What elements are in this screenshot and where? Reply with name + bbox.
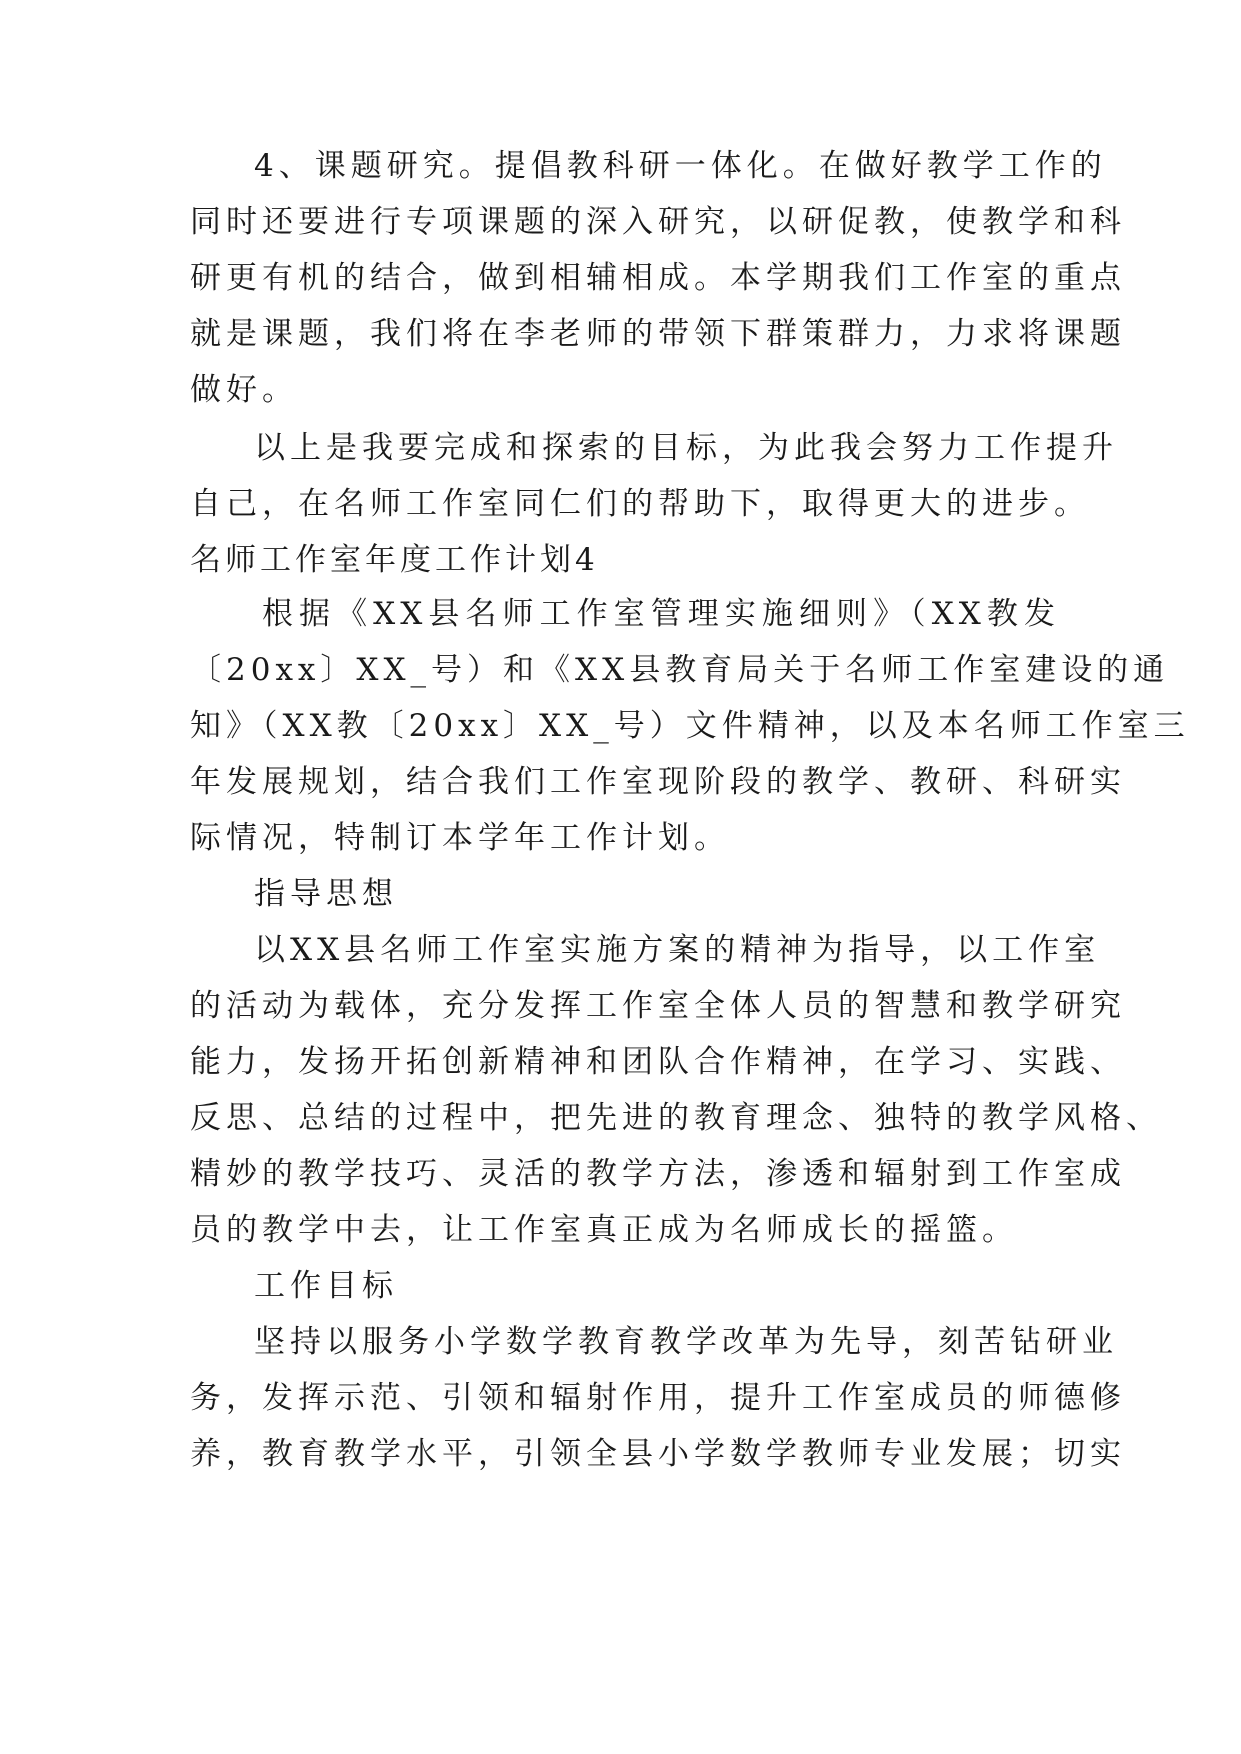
paragraph-line: 〔20xx〕XX_号）和《XX县教育局关于名师工作室建设的通 [190, 652, 1170, 688]
paragraph-line: 年发展规划，结合我们工作室现阶段的教学、教研、科研实 [190, 764, 1126, 800]
paragraph-line: 研更有机的结合，做到相辅相成。本学期我们工作室的重点 [190, 260, 1126, 296]
paragraph-line: 4、课题研究。提倡教科研一体化。在做好教学工作的 [254, 148, 1107, 184]
paragraph-line: 际情况，特制订本学年工作计划。 [190, 820, 730, 856]
paragraph-line: 精妙的教学技巧、灵活的教学方法，渗透和辐射到工作室成 [190, 1156, 1126, 1192]
subheading: 指导思想 [254, 876, 398, 912]
section-title: 名师工作室年度工作计划4 [190, 542, 599, 578]
subheading: 工作目标 [254, 1268, 398, 1304]
paragraph-line: 的活动为载体，充分发挥工作室全体人员的智慧和教学研究 [190, 988, 1126, 1024]
paragraph-line: 能力，发扬开拓创新精神和团队合作精神，在学习、实践、 [190, 1044, 1126, 1080]
paragraph-line: 以上是我要完成和探索的目标，为此我会努力工作提升 [254, 430, 1118, 466]
paragraph-line: 就是课题，我们将在李老师的带领下群策群力，力求将课题 [190, 316, 1126, 352]
paragraph-line: 做好。 [190, 372, 298, 408]
paragraph-line: 以XX县名师工作室实施方案的精神为指导，以工作室 [254, 932, 1101, 968]
paragraph-line: 反思、总结的过程中，把先进的教育理念、独特的教学风格、 [190, 1100, 1162, 1136]
paragraph-line: 坚持以服务小学数学教育教学改革为先导，刻苦钻研业 [254, 1324, 1118, 1360]
paragraph-line: 根据《XX县名师工作室管理实施细则》（XX教发 [262, 596, 1060, 632]
paragraph-line: 务，发挥示范、引领和辐射作用，提升工作室成员的师德修 [190, 1380, 1126, 1416]
paragraph-line: 养，教育教学水平，引领全县小学数学教师专业发展；切实 [190, 1436, 1126, 1472]
paragraph-line: 员的教学中去，让工作室真正成为名师成长的摇篮。 [190, 1212, 1018, 1248]
paragraph-line: 知》（XX教〔20xx〕XX_号）文件精神，以及本名师工作室三 [190, 708, 1190, 744]
paragraph-line: 同时还要进行专项课题的深入研究，以研促教，使教学和科 [190, 204, 1126, 240]
paragraph-line: 自己，在名师工作室同仁们的帮助下，取得更大的进步。 [190, 486, 1090, 522]
